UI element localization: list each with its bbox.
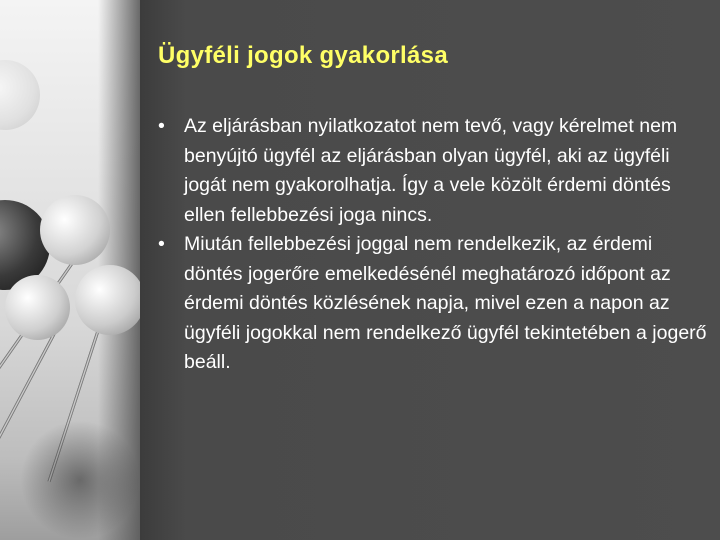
pushpin-head-white (40, 195, 110, 265)
bullet-marker: • (158, 233, 165, 255)
slide-content (140, 0, 720, 540)
bullet-text: Az eljárásban nyilatkozatot nem tevő, vagy kérelmet nem benyújtó ügyfél az eljárásban olyan ügyfél, aki az ügyféli jogát nem gyakorolhatja. Így a vele közölt érdemi döntés ellen fellebbezési joga nincs. (184, 115, 678, 226)
pushpins-photo (0, 0, 140, 540)
pushpin-shadow (20, 420, 140, 540)
pushpin-head-white (75, 265, 140, 335)
bullet-marker: • (158, 115, 165, 137)
slide-title: Ügyféli jogok gyakorlása (158, 42, 448, 69)
pushpin-head-faded (0, 60, 40, 130)
bullet-item (158, 230, 710, 378)
bullet-text: Miután fellebbezési joggal nem rendelkezik, az érdemi döntés jogerőre emelkedésénél meghatározó időpont az érdemi döntés közlésének napja, mivel ezen a napon az ügyféli jogokkal nem rendelkező ügyfél tekintetében a jogerő beáll. (184, 233, 707, 373)
pushpin-head-white (5, 275, 70, 340)
bullet-item (158, 112, 710, 230)
bullet-list (158, 112, 710, 378)
